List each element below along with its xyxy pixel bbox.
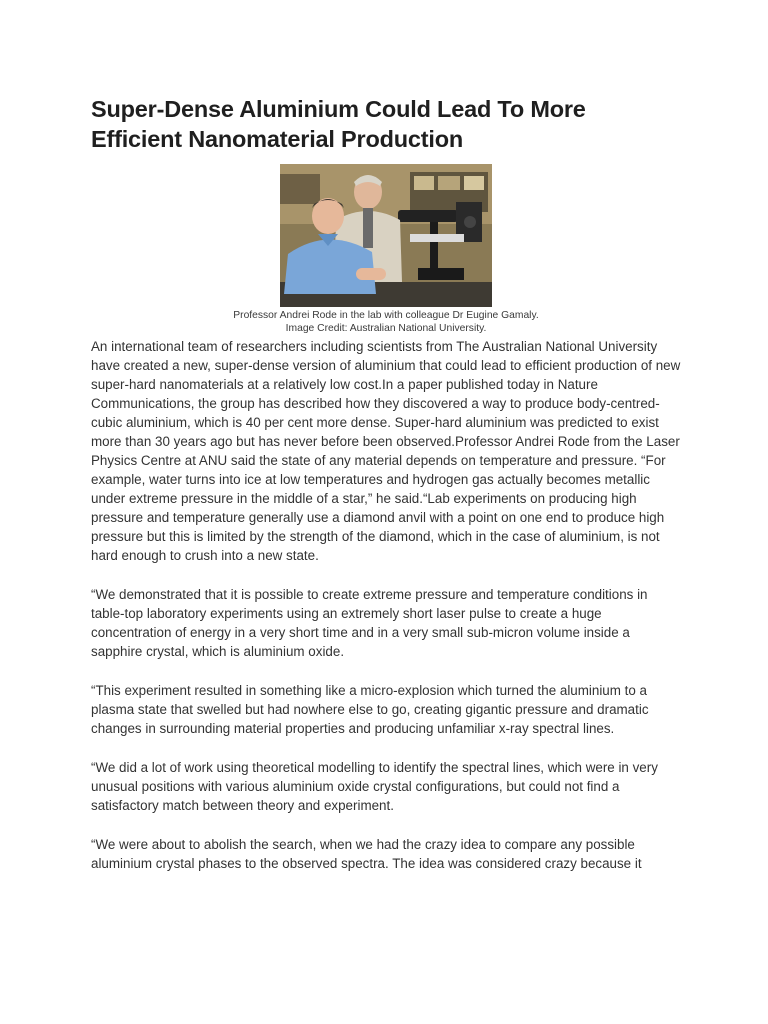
article-figure	[91, 164, 681, 335]
caption-line-1: Professor Andrei Rode in the lab with colleague Dr Eugine Gamaly.	[233, 310, 539, 321]
article-body	[91, 337, 681, 873]
paragraph: An international team of researchers including scientists from The Australian National University have created a new, super-dense version of aluminium that could lead to efficient production of new super-hard nanomaterials at a relatively low cost.In a paper published today in Nature Communications, the group has described how they discovered a way to produce body-centred-cubic aluminium, which is 40 per cent more dense. Super-hard aluminium was predicted to exist more than 30 years ago but has never before been observed.Professor Andrei Rode from the Laser Physics Centre at ANU said the state of any material depends on temperature and pressure. “For example, water turns into ice at low temperatures and hydrogen gas actually becomes metallic under extreme pressure in the middle of a star,” he said.“Lab experiments on producing high pressure and temperature generally use a diamond anvil with a point on one end to produce high pressure but this is limited by the strength of the diamond, which in the case of aluminium, is not hard enough to crush into a new state.	[91, 339, 681, 563]
paragraph: “We did a lot of work using theoretical modelling to identify the spectral lines, which were in very unusual positions with various aluminium oxide crystal configurations, but could not find a satisfactory match between theory and experiment.	[91, 760, 658, 813]
document-page	[91, 94, 681, 873]
paragraph: “This experiment resulted in something like a micro-explosion which turned the aluminium to a plasma state that swelled but had nowhere else to go, creating gigantic pressure and dramatic changes in surrounding material properties and producing unfamiliar x-ray spectral lines.	[91, 683, 649, 736]
paragraph: “We were about to abolish the search, when we had the crazy idea to compare any possible aluminium crystal phases to the observed spectra. The idea was considered crazy because it	[91, 837, 642, 871]
paragraph: “We demonstrated that it is possible to create extreme pressure and temperature conditions in table-top laboratory experiments using an extremely short laser pulse to create a huge concentration of energy in a very short time and in a very small sub-micron volume inside a sapphire crystal, which is aluminium oxide.	[91, 587, 648, 659]
caption-line-2: Image Credit: Australian National University.	[285, 323, 487, 334]
lab-photo	[280, 164, 492, 307]
image-caption	[91, 309, 681, 335]
article-title: Super-Dense Aluminium Could Lead To More Efficient Nanomaterial Production	[91, 96, 586, 152]
